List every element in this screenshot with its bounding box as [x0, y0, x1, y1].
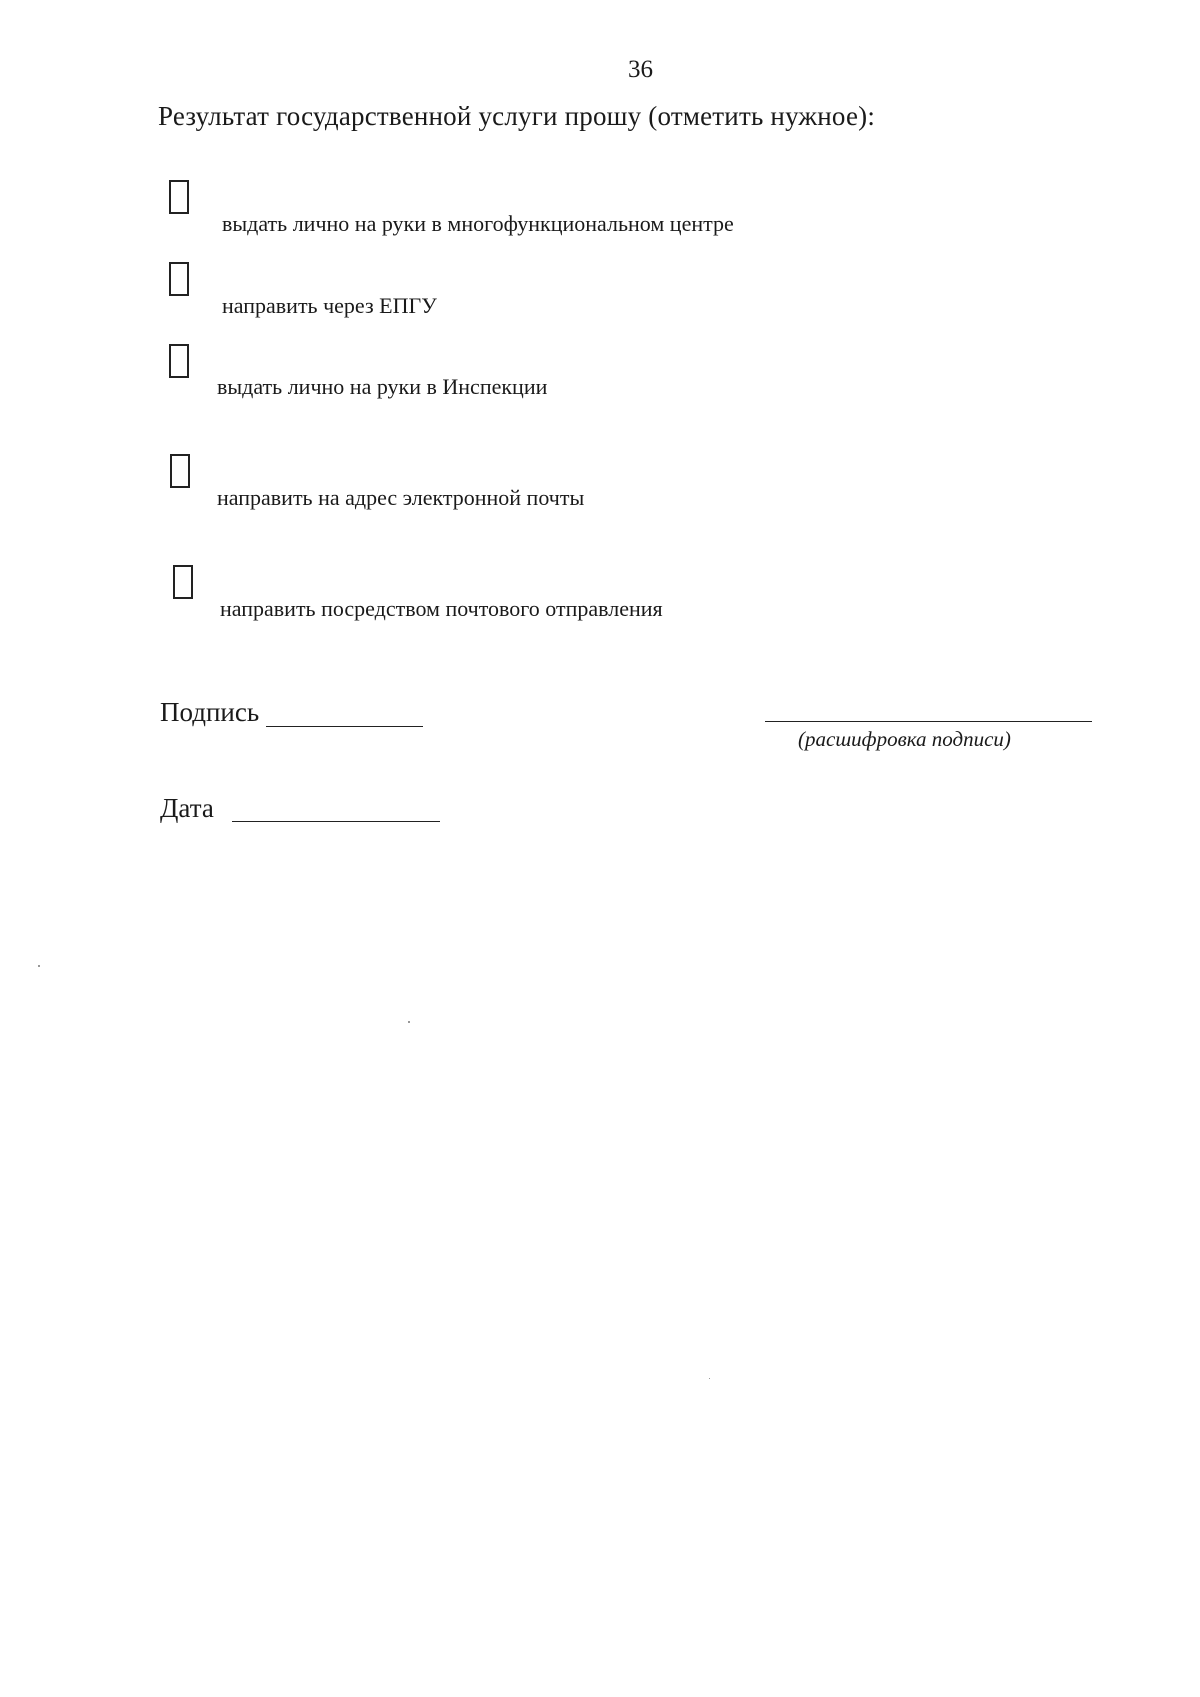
signature-line[interactable]	[266, 726, 423, 727]
option-label-mfc: выдать лично на руки в многофункциональном центре	[222, 211, 734, 236]
signature-decode-line[interactable]	[765, 721, 1092, 722]
signature-decode-caption: (расшифровка подписи)	[798, 727, 1011, 751]
signature-label: Подпись	[160, 697, 260, 727]
option-label-inspection: выдать лично на руки в Инспекции	[217, 374, 548, 399]
form-heading: Результат государственной услуги прошу (отметить нужное):	[158, 101, 876, 131]
checkbox-mfc[interactable]	[169, 180, 189, 214]
page-number: 36	[628, 56, 653, 83]
checkbox-email[interactable]	[170, 454, 190, 488]
scan-speck	[709, 1378, 710, 1379]
option-label-email: направить на адрес электронной почты	[217, 485, 585, 510]
checkbox-epgu[interactable]	[169, 262, 189, 296]
scan-speck	[38, 965, 40, 967]
date-label: Дата	[160, 793, 214, 823]
scan-speck	[408, 1021, 410, 1023]
checkbox-inspection[interactable]	[169, 344, 189, 378]
checkbox-post[interactable]	[173, 565, 193, 599]
date-line[interactable]	[232, 821, 440, 822]
option-label-epgu: направить через ЕПГУ	[222, 293, 437, 318]
option-label-post: направить посредством почтового отправления	[220, 596, 663, 621]
